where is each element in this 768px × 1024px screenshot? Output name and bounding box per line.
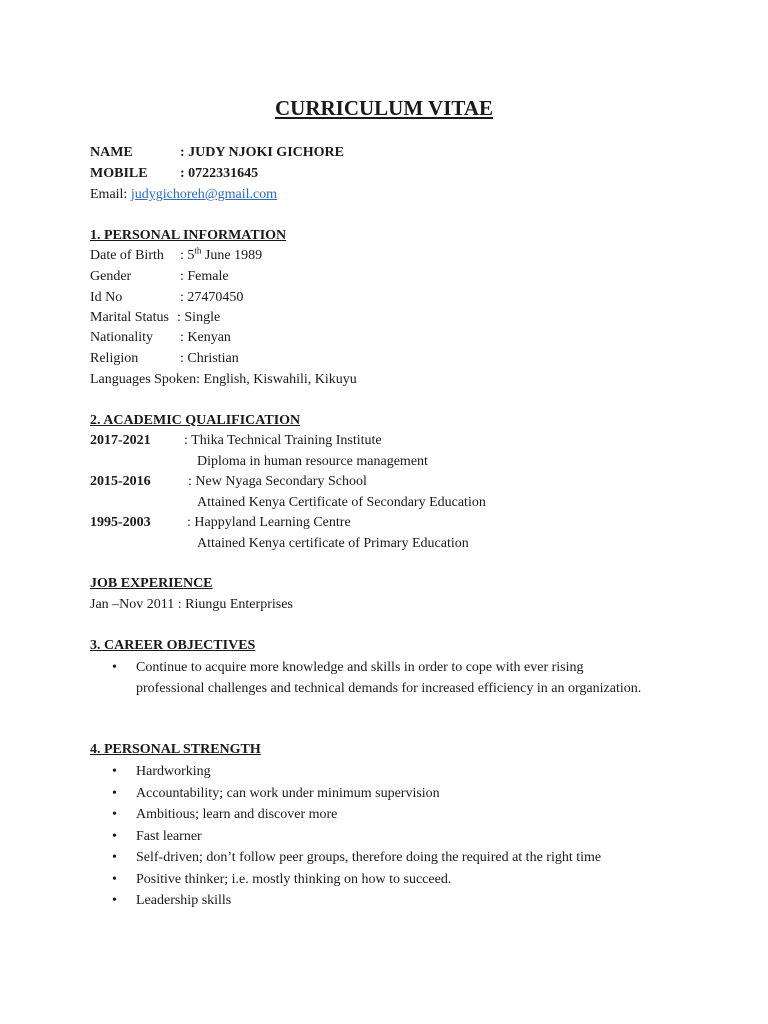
dob-label: Date of Birth bbox=[90, 248, 164, 263]
gender-row bbox=[90, 267, 229, 287]
list-item: • Positive thinker; i.e. mostly thinking on how to succeed. bbox=[90, 869, 710, 891]
career-heading: 3. CAREER OBJECTIVES bbox=[90, 638, 256, 653]
name-row bbox=[90, 143, 344, 163]
email-row bbox=[90, 185, 277, 205]
academic-item bbox=[90, 513, 351, 533]
academic-years: 2015-2016 bbox=[90, 474, 151, 489]
list-item: • Accountability; can work under minimum supervision bbox=[90, 783, 710, 805]
list-item: • Hardworking bbox=[90, 761, 710, 783]
dob-day: : 5 bbox=[180, 248, 195, 263]
gender-label: Gender bbox=[90, 269, 132, 284]
list-item: • Leadership skills bbox=[90, 890, 710, 912]
marital-row bbox=[90, 308, 220, 328]
id-row bbox=[90, 288, 243, 308]
religion-label: Religion bbox=[90, 351, 139, 366]
academic-heading: 2. ACADEMIC QUALIFICATION bbox=[90, 413, 301, 428]
list-item: • Self-driven; don’t follow peer groups, therefore doing the required at the right time bbox=[90, 847, 710, 869]
academic-item bbox=[90, 472, 367, 492]
academic-item bbox=[90, 431, 382, 451]
religion-value: : Christian bbox=[180, 351, 239, 366]
list-item: • Fast learner bbox=[90, 826, 710, 848]
name-label: NAME bbox=[90, 145, 133, 160]
academic-years: 1995-2003 bbox=[90, 515, 151, 530]
name-value: : JUDY NJOKI GICHORE bbox=[180, 145, 344, 160]
marital-value: : Single bbox=[177, 310, 221, 325]
academic-school: : Happyland Learning Centre bbox=[187, 515, 351, 530]
nationality-value: : Kenyan bbox=[180, 330, 231, 345]
list-item: • Ambitious; learn and discover more bbox=[90, 804, 710, 826]
id-label: Id No bbox=[90, 290, 123, 305]
mobile-value: : 0722331645 bbox=[180, 166, 259, 181]
nationality-label: Nationality bbox=[90, 330, 153, 345]
email-label: Email: bbox=[90, 187, 131, 202]
religion-row bbox=[90, 349, 239, 369]
academic-school: : New Nyaga Secondary School bbox=[188, 474, 367, 489]
list-item: • Continue to acquire more knowledge and skills in order to cope with ever rising professional challenges and technical demands for increased efficiency in an organization. bbox=[90, 658, 650, 699]
dob-ordinal: th bbox=[194, 245, 202, 256]
email-link[interactable]: judygichoreh@gmail.com bbox=[130, 187, 278, 202]
academic-award: Attained Kenya Certificate of Secondary Education bbox=[197, 495, 486, 510]
document-title: CURRICULUM VITAE bbox=[275, 96, 493, 120]
academic-years: 2017-2021 bbox=[90, 433, 151, 448]
academic-award: Diploma in human resource management bbox=[197, 454, 428, 469]
mobile-row bbox=[90, 164, 258, 184]
dob-month-year: June 1989 bbox=[201, 248, 263, 263]
id-value: : 27470450 bbox=[180, 290, 244, 305]
academic-award: Attained Kenya certificate of Primary Education bbox=[197, 536, 469, 551]
languages-row: Languages Spoken: English, Kiswahili, Kikuyu bbox=[90, 372, 357, 387]
job-heading: JOB EXPERIENCE bbox=[90, 576, 213, 591]
career-list bbox=[90, 658, 650, 699]
strength-heading: 4. PERSONAL STRENGTH bbox=[90, 742, 261, 757]
job-entry: Jan –Nov 2011 : Riungu Enterprises bbox=[90, 597, 293, 612]
strength-list bbox=[90, 761, 710, 912]
personal-info-heading: 1. PERSONAL INFORMATION bbox=[90, 228, 287, 243]
gender-value: : Female bbox=[180, 269, 229, 284]
dob-row bbox=[90, 246, 262, 266]
mobile-label: MOBILE bbox=[90, 166, 148, 181]
marital-label: Marital Status bbox=[90, 310, 169, 325]
academic-school: : Thika Technical Training Institute bbox=[184, 433, 382, 448]
nationality-row bbox=[90, 328, 231, 348]
